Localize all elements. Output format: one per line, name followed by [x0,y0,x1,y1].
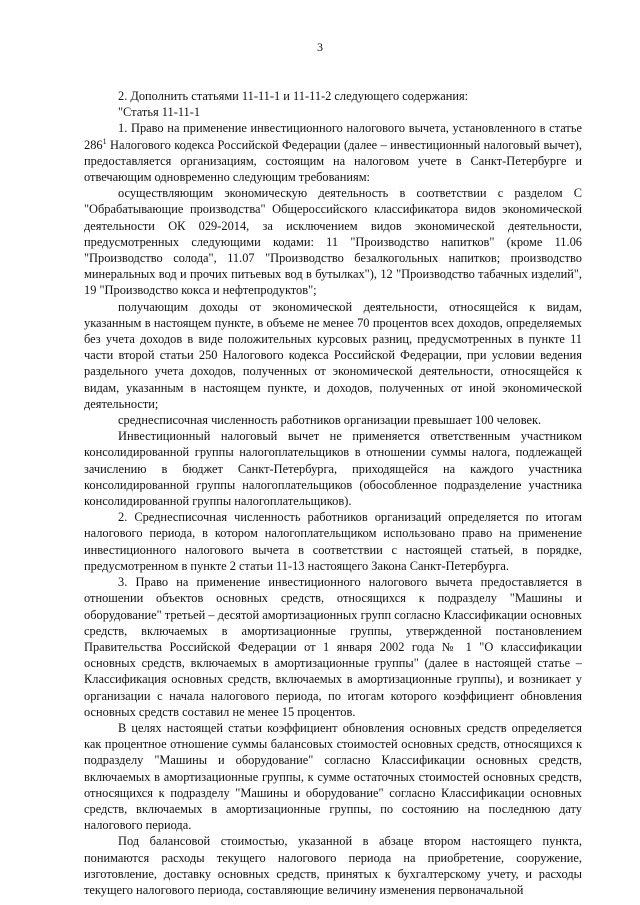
paragraph-requirement-activity: осуществляющим экономическую деятельность в соответствии с разделом С "Обрабатывающие производства" Общероссийского классификатора видов экономической деятельности ОК 029-2014, за исключением видов экономической деятельности, предусмотренных следующими кодами: 11 "Производство напитков" (кроме 11.06 "Производство солода", 11.07 "Производство безалкогольных напитков; производство минеральных вод и прочих питьевых вод в бутылках"), 12 "Производство табачных изделий", 19 "Производство кокса и нефтепродуктов"; [84,186,582,298]
paragraph-clause-3: 3. Право на применение инвестиционного налогового вычета предоставляется в отношении объектов основных средств, относящихся к подразделу "Машины и оборудование" третьей – десятой амортизационных групп согласно Классификации основных средств, включаемых в амортизационные группы, утвержденной постановлением Правительства Российской Федерации от 1 января 2002 года № 1 "О классификации основных средств, включаемых в амортизационные группы" (далее в настоящей статье – Классификация основных средств, включаемых в амортизационные группы), и возникает у организации с начала налогового периода, по итогам которого коэффициент обновления основных средств составил не менее 15 процентов. [84,575,582,719]
paragraph-requirement-income: получающим доходы от экономической деятельности, относящейся к видам, указанным в настоящем пункте, в объеме не менее 70 процентов всех доходов, определяемых без учета доходов в виде положительных курсовых разниц, предусмотренных в пункте 11 части второй статьи 250 Налогового кодекса Российской Федерации, при условии ведения раздельного учета доходов, полученных от экономической деятельности, относящейся к видам, указанным в настоящем пункте, и доходов, полученных от иной экономической деятельности; [84,299,582,411]
paragraph-amend-intro: 2. Дополнить статьями 11-11-1 и 11-11-2 следующего содержания: [118,89,469,103]
document-body [84,88,582,898]
article-heading: "Статья 11-11-1 [118,105,201,120]
paragraph-clause-1: 1. Право на применение инвестиционного налогового вычета, установленного в статье $286^1$ Налогового кодекса Российской Федерации (далее – инвестиционный налоговый вычет), предоставляется организациям, состоящим на налоговом учете в Санкт-Петербурге и отвечающим одновременно следующим требованиям: [84,121,582,185]
page-number: 3 [317,40,323,54]
paragraph-consolidated-group: Инвестиционный налоговый вычет не применяется ответственным участником консолидированной группы налогоплательщиков в отношении суммы налога, подлежащей зачислению в бюджет Санкт-Петербурга, приходящейся на каждого участника консолидированной группы налогоплательщиков (обособленное подразделение участника консолидированной группы налогоплательщиков). [84,429,582,509]
superscript-marker: 1 [102,136,107,146]
paragraph-requirement-headcount: среднесписочная численность работников организации превышает 100 человек. [118,413,542,428]
paragraph-book-value: Под балансовой стоимостью, указанной в абзаце втором настоящего пункта, понимаются расходы текущего налогового периода на приобретение, сооружение, изготовление, доставку основных средств, принятых к бухгалтерскому учету, и расходы текущего налогового периода, составляющие величину изменения первоначальной [84,834,582,897]
paragraph-clause-2: 2. Среднесписочная численность работников организаций определяется по итогам налогового периода, в котором налогоплательщиком использовано право на применение инвестиционного налогового вычета в соответствии с настоящей статьей, в порядке, предусмотренном в пункте 2 статьи 11-13 настоящего Закона Санкт-Петербурга. [84,510,582,573]
paragraph-renewal-coefficient: В целях настоящей статьи коэффициент обновления основных средств определяется как процентное отношение суммы балансовых стоимостей основных средств, относящихся к подразделу "Машины и оборудование" согласно Классификации основных средств, включаемых в амортизационные группы, к сумме остаточных стоимостей основных средств, относящихся к подразделу "Машины и оборудование" согласно Классификации основных средств, включаемых в амортизационные группы, по состоянию на последнюю дату налогового периода. [84,720,582,833]
